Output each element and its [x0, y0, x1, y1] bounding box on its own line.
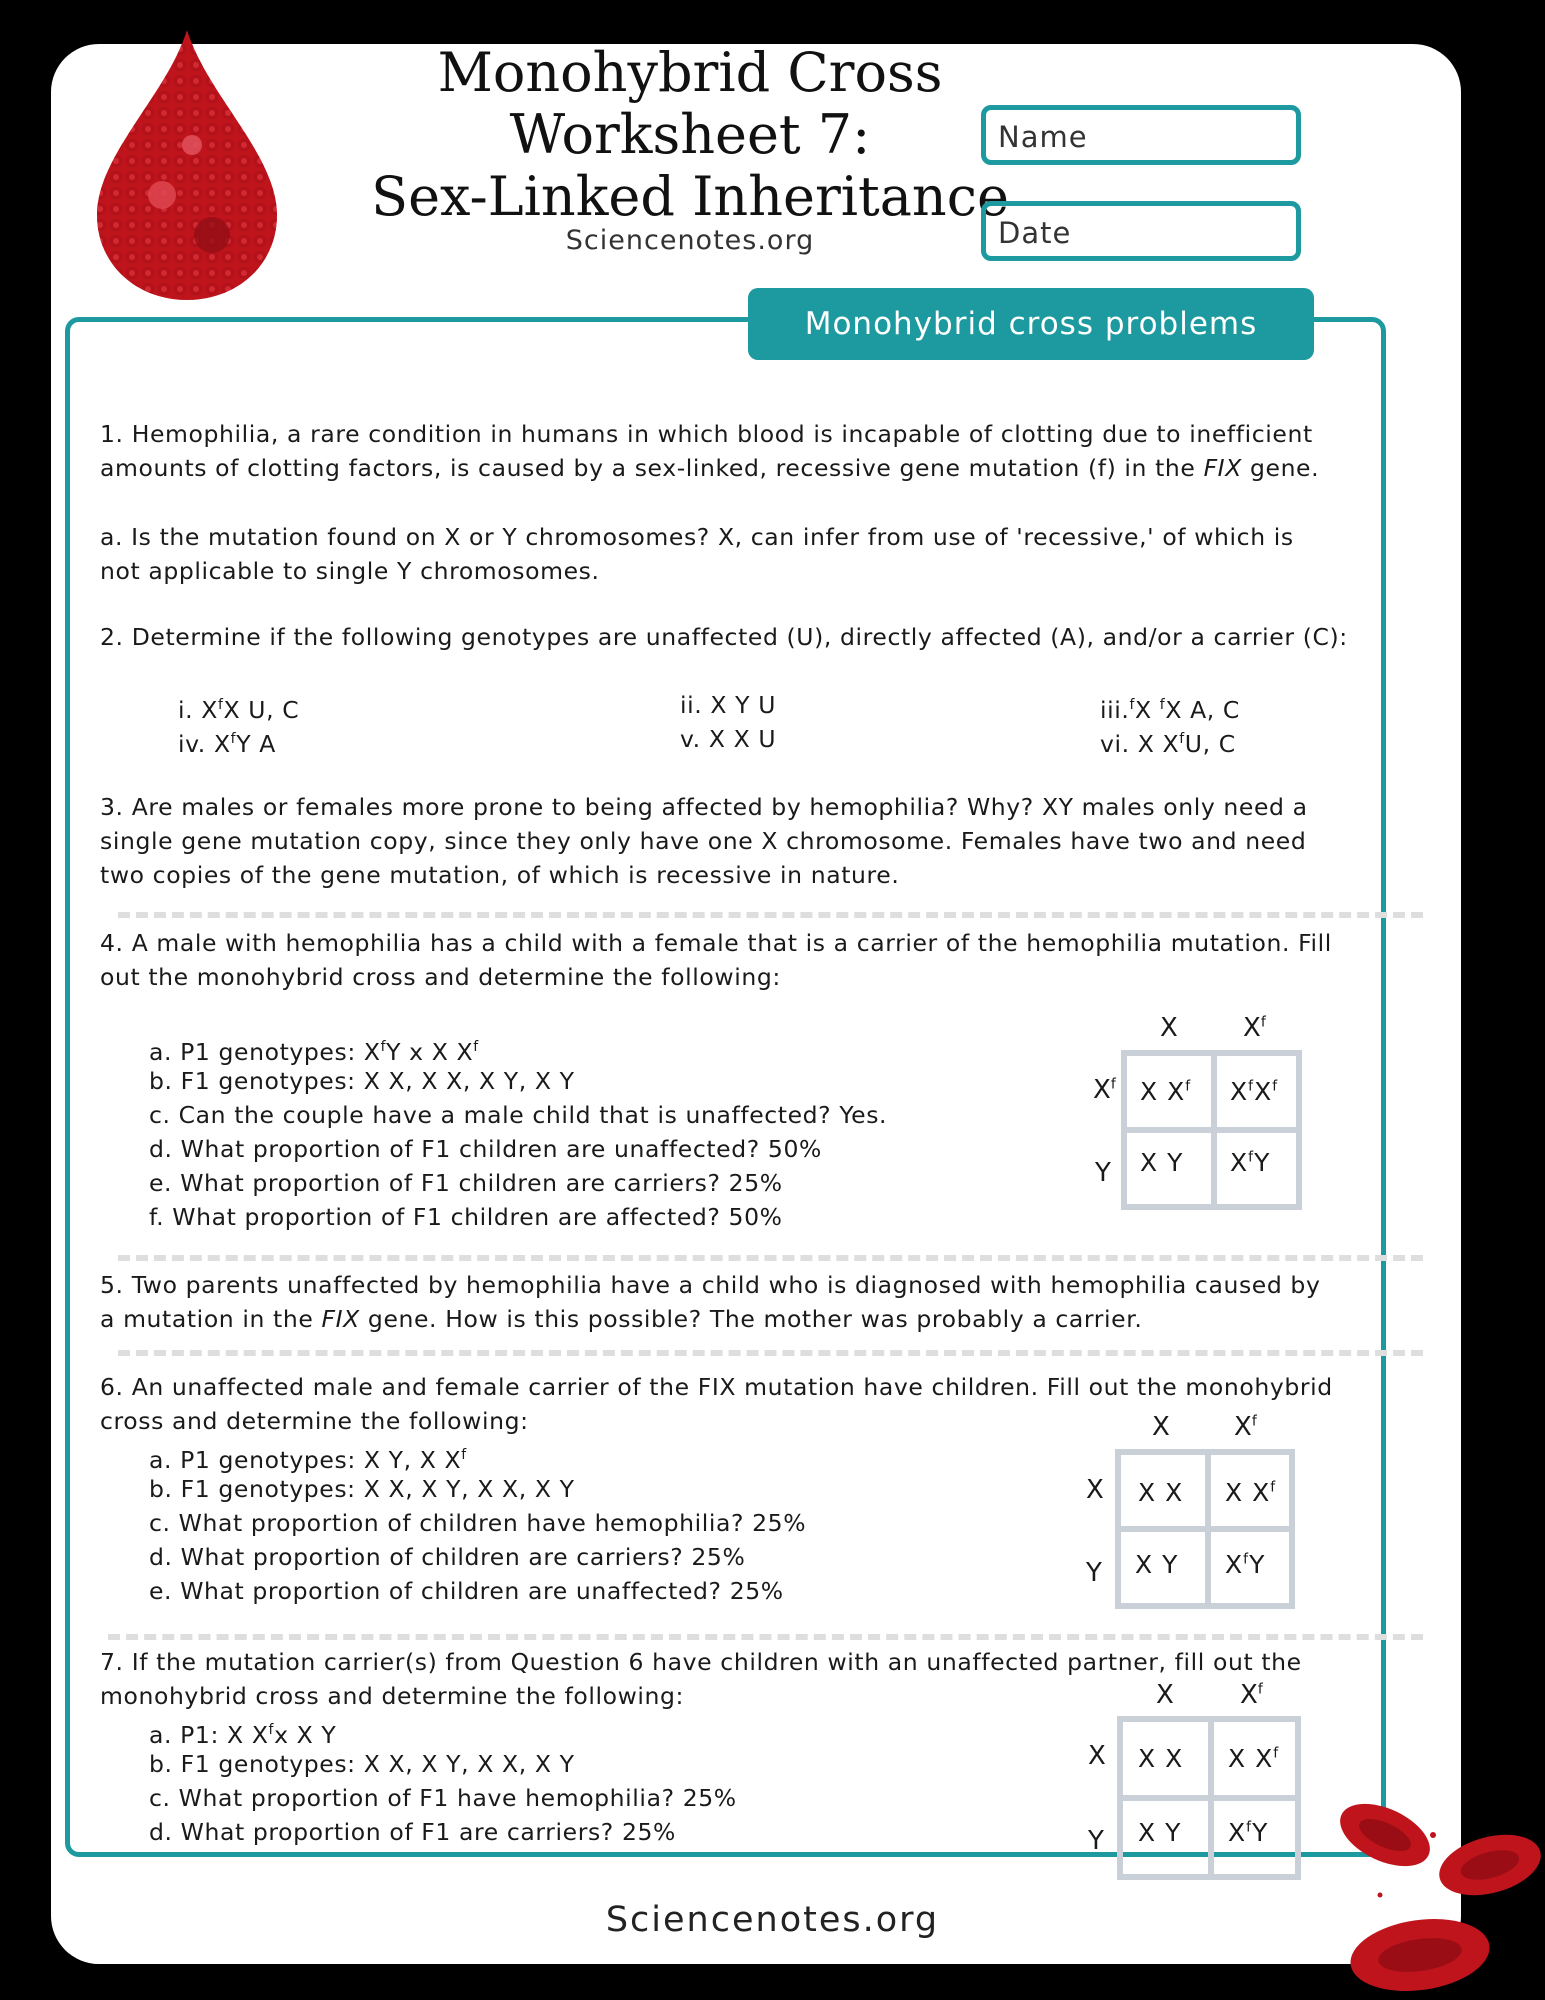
q6-text: 6. An unaffected male and female carrier of the FIX mutation have children. Fill out the monohybrid cross and determine the following:	[100, 1373, 1333, 1435]
q6-d: d. What proportion of children are carriers? 25%	[149, 1543, 746, 1571]
q5-text: 5. Two parents unaffected by hemophilia have a child who is diagnosed with hemophilia caused by a mutation in the FIX gene. How is this possible? The mother was probably a carrier.	[100, 1271, 1321, 1333]
q6-a: a. P1 genotypes: X Y, X $X^f$	[149, 1445, 467, 1474]
q7-punnett-square	[1117, 1716, 1301, 1880]
q6-punnett-square	[1115, 1449, 1295, 1609]
site-label-top: Sciencenotes.org	[565, 225, 815, 256]
q7-text: 7. If the mutation carrier(s) from Question 6 have children with an unaffected partner, fill out the monohybrid cross and determine the following:	[100, 1648, 1302, 1710]
q4-text: 4. A male with hemophilia has a child with a female that is a carrier of the hemophilia mutation. Fill out the monohybrid cross and determine the following:	[100, 929, 1332, 991]
q6-cell-22: $X^fY$	[1225, 1550, 1266, 1579]
red-blood-cells-decoration	[1330, 1795, 1545, 2000]
q4-a: a. P1 genotypes: $X^fY$ x X $X^f$	[149, 1037, 479, 1066]
q7-cell-12: X $X^f$	[1228, 1744, 1280, 1773]
q4-col1: X	[1160, 1013, 1178, 1043]
q4-punnett-square	[1121, 1050, 1302, 1210]
q4-c: c. Can the couple have a male child that is unaffected? Yes.	[149, 1101, 888, 1129]
q4-cell-22: $X^fY$	[1230, 1148, 1271, 1177]
name-field[interactable]: Name	[981, 105, 1301, 165]
q4-cell-21: X Y	[1140, 1148, 1184, 1177]
q2-ii: ii. X Y U	[680, 691, 776, 719]
q7-b: b. F1 genotypes: X X, X Y, X X, X Y	[149, 1750, 575, 1778]
q2-prompt: 2. Determine if the following genotypes are unaffected (U), directly affected (A), and/or a carrier (C):	[100, 623, 1348, 651]
q7-a: a. P1: X $X^fx$ X Y	[149, 1720, 337, 1749]
q7-row2: Y	[1088, 1826, 1104, 1856]
q7-col2: $X^f$	[1240, 1680, 1263, 1710]
divider	[108, 1634, 1423, 1640]
q7-cell-21: X Y	[1138, 1818, 1182, 1847]
q1a-text: a. Is the mutation found on X or Y chromosomes? X, can infer from use of 'recessive,' of which is not applicable to single Y chromosomes.	[100, 523, 1294, 585]
q7-cell-11: X X	[1138, 1744, 1184, 1773]
q3-text: 3. Are males or females more prone to being affected by hemophilia? Why? XY males only need a single gene mutation copy, since they only have one X chromosome. Females have two and need two copies of the gene mutation, of which is recessive in nature.	[100, 793, 1308, 889]
date-field[interactable]: Date	[981, 201, 1301, 261]
q2-iii: iii.$^f$X $^f$X A, C	[1100, 695, 1240, 724]
q6-cell-12: X $X^f$	[1225, 1478, 1277, 1507]
divider	[118, 1255, 1423, 1261]
q6-b: b. F1 genotypes: X X, X Y, X X, X Y	[149, 1475, 575, 1503]
q7-c: c. What proportion of F1 have hemophilia? 25%	[149, 1784, 737, 1812]
worksheet-title: Monohybrid Cross Worksheet 7: Sex-Linked Inheritance	[371, 41, 1009, 228]
q6-row2: Y	[1086, 1558, 1102, 1588]
q4-cell-12: $X^fX^f$	[1230, 1077, 1279, 1106]
q4-col2: $X^f$	[1243, 1013, 1266, 1043]
q6-c: c. What proportion of children have hemophilia? 25%	[149, 1509, 807, 1537]
q2-iv: iv. $X^fY$ A	[178, 729, 276, 758]
q6-col1: X	[1152, 1412, 1170, 1442]
q4-f: f. What proportion of F1 children are affected? 50%	[149, 1203, 783, 1231]
q6-row1: X	[1086, 1475, 1104, 1505]
q7-cell-22: $X^fY$	[1228, 1818, 1269, 1847]
q4-row1: $X^f$	[1093, 1075, 1116, 1105]
q4-d: d. What proportion of F1 children are unaffected? 50%	[149, 1135, 822, 1163]
q2-vi: vi. X $X^fU$, C	[1100, 729, 1236, 758]
q6-e: e. What proportion of children are unaffected? 25%	[149, 1577, 784, 1605]
q2-i: i. $X^fX$ U, C	[178, 695, 300, 724]
q4-row2: Y	[1095, 1158, 1111, 1188]
divider	[118, 912, 1423, 918]
q6-cell-21: X Y	[1135, 1550, 1179, 1579]
divider	[118, 1350, 1423, 1356]
q7-col1: X	[1156, 1680, 1174, 1710]
site-label-bottom: Sciencenotes.org	[605, 1900, 940, 1940]
blood-drop-logo	[92, 25, 282, 305]
q6-col2: $X^f$	[1234, 1412, 1257, 1442]
q2-v: v. X X U	[680, 725, 777, 753]
q4-e: e. What proportion of F1 children are carriers? 25%	[149, 1169, 783, 1197]
q4-cell-11: X $X^f$	[1140, 1077, 1192, 1106]
q1-text: 1. Hemophilia, a rare condition in humans in which blood is incapable of clotting due to inefficient amounts of clotting factors, is caused by a sex-linked, recessive gene mutation (f) in the FIX gene.	[100, 420, 1320, 482]
q7-row1: X	[1088, 1741, 1106, 1771]
q7-d: d. What proportion of F1 are carriers? 25%	[149, 1818, 676, 1846]
q4-b: b. F1 genotypes: X X, X X, X Y, X Y	[149, 1067, 575, 1095]
section-tab: Monohybrid cross problems	[748, 288, 1314, 360]
q6-cell-11: X X	[1138, 1478, 1184, 1507]
